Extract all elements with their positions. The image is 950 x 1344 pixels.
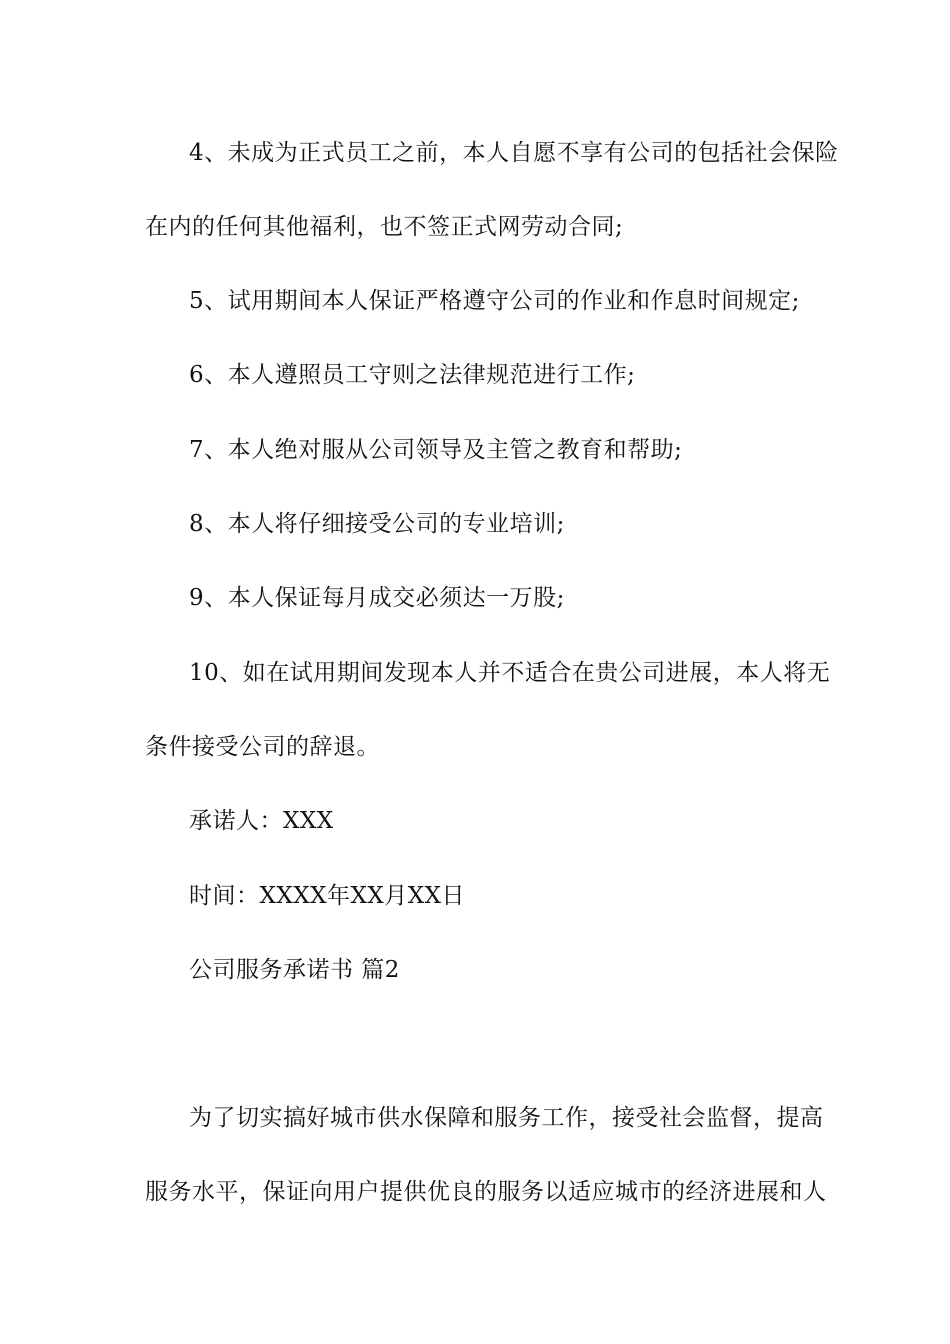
clause-10-line-2: 条件接受公司的辞退。 — [145, 734, 380, 760]
clause-6: 6、本人遵照员工守则之法律规范进行工作; — [189, 362, 636, 388]
signatory: 承诺人：XXX — [189, 808, 334, 834]
clause-5: 5、试用期间本人保证严格遵守公司的作业和作息时间规定; — [189, 288, 800, 314]
clause-8: 8、本人将仔细接受公司的专业培训; — [189, 511, 565, 537]
paragraph-line-1: 为了切实搞好城市供水保障和服务工作，接受社会监督，提高 — [189, 1105, 824, 1131]
section-title: 公司服务承诺书 篇2 — [189, 957, 400, 983]
paragraph-line-2: 服务水平，保证向用户提供优良的服务以适应城市的经济进展和人 — [145, 1179, 827, 1205]
clause-4-line-2: 在内的任何其他福利，也不签正式网劳动合同; — [145, 214, 624, 240]
date: 时间：XXXX年XX月XX日 — [189, 883, 465, 909]
clause-9: 9、本人保证每月成交必须达一万股; — [189, 585, 565, 611]
clause-4-line-1: 4、未成为正式员工之前，本人自愿不享有公司的包括社会保险 — [189, 140, 839, 166]
clause-10-line-1: 10、如在试用期间发现本人并不适合在贵公司进展，本人将无 — [189, 660, 831, 686]
clause-7: 7、本人绝对服从公司领导及主管之教育和帮助; — [189, 437, 683, 463]
